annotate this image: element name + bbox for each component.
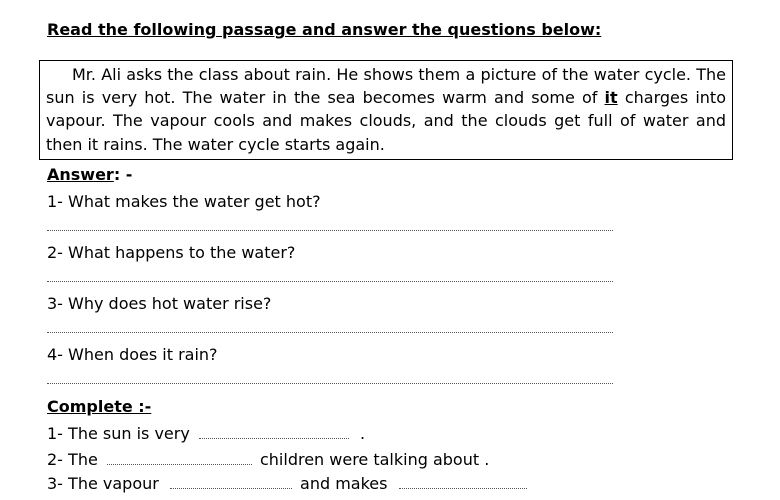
blank-3a[interactable] bbox=[170, 488, 292, 489]
answer-label-suffix: : - bbox=[113, 165, 133, 184]
passage-part-2: charges into vapour. The vapour cools and makes clouds, and the clouds get full of water and then it rains. The water cycle starts again. bbox=[46, 88, 726, 154]
answer-label-text: Answer bbox=[47, 165, 114, 184]
complete-item-2 bbox=[47, 450, 489, 469]
answer-line-4[interactable] bbox=[47, 383, 613, 384]
question-2: 2- What happens to the water? bbox=[47, 243, 296, 262]
complete-3-middle: and makes bbox=[300, 474, 388, 493]
passage-part-1: Mr. Ali asks the class about rain. He shows them a picture of the water cycle. The sun is very hot. The water in the sea becomes warm and some of bbox=[46, 65, 726, 108]
answer-line-3[interactable] bbox=[47, 332, 613, 333]
blank-3b[interactable] bbox=[399, 488, 527, 489]
question-1: 1- What makes the water get hot? bbox=[47, 192, 321, 211]
complete-2-end: children were talking about . bbox=[259, 450, 490, 469]
question-4: 4- When does it rain? bbox=[47, 345, 218, 364]
answer-line-2[interactable] bbox=[47, 281, 613, 282]
complete-3-text: 3- The vapour bbox=[47, 474, 159, 493]
answer-line-1[interactable] bbox=[47, 230, 613, 231]
passage-text bbox=[46, 63, 726, 156]
complete-label: Complete :- bbox=[47, 397, 152, 416]
complete-2-text: 2- The bbox=[47, 450, 98, 469]
complete-item-1 bbox=[47, 424, 365, 443]
passage-underlined-word: it bbox=[604, 88, 618, 108]
blank-1[interactable] bbox=[199, 438, 349, 439]
worksheet-heading: Read the following passage and answer the questions below: bbox=[47, 20, 602, 39]
complete-1-end: . bbox=[360, 424, 366, 443]
complete-item-3 bbox=[47, 474, 527, 493]
passage-box bbox=[39, 60, 733, 160]
complete-1-text: 1- The sun is very bbox=[47, 424, 190, 443]
blank-2[interactable] bbox=[107, 464, 252, 465]
question-3: 3- Why does hot water rise? bbox=[47, 294, 272, 313]
answer-label bbox=[47, 165, 132, 184]
